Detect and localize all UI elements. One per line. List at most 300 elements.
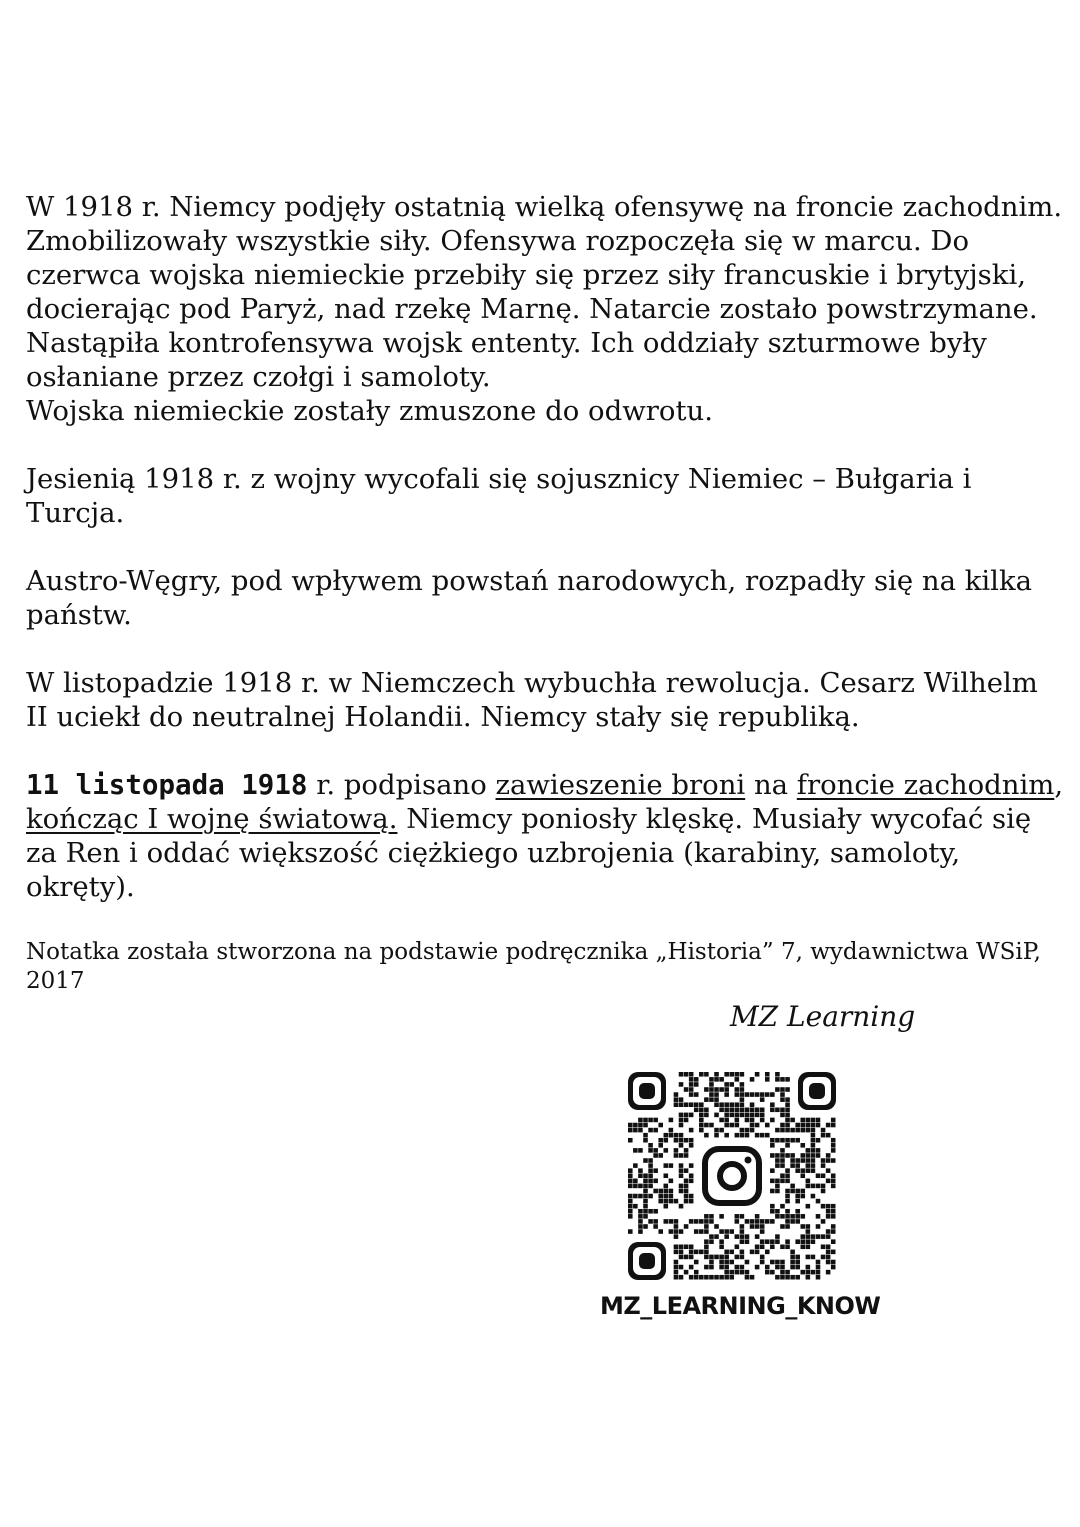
qr-module (785, 1179, 790, 1184)
qr-module (785, 1113, 790, 1118)
qr-module (790, 1184, 795, 1189)
qr-module (831, 1260, 836, 1265)
qr-module (679, 1113, 684, 1118)
qr-module (780, 1153, 785, 1158)
qr-module (674, 1224, 679, 1229)
qr-module (653, 1209, 658, 1214)
qr-module (724, 1229, 729, 1234)
qr-module (679, 1133, 684, 1138)
qr-module (689, 1082, 694, 1087)
qr-module (674, 1092, 679, 1097)
qr-module (745, 1113, 750, 1118)
qr-module (653, 1128, 658, 1133)
qr-module (684, 1138, 689, 1143)
qr-module (729, 1108, 734, 1113)
qr-module (816, 1123, 821, 1128)
qr-module (750, 1123, 755, 1128)
qr-module (745, 1128, 750, 1133)
qr-module (704, 1244, 709, 1249)
qr-module (740, 1265, 745, 1270)
qr-module (740, 1133, 745, 1138)
qr-module (669, 1194, 674, 1199)
qr-module (704, 1087, 709, 1092)
qr-module (714, 1224, 719, 1229)
qr-module (735, 1214, 740, 1219)
qr-module (653, 1168, 658, 1173)
qr-module (633, 1123, 638, 1128)
qr-module (653, 1179, 658, 1184)
qr-module (719, 1118, 724, 1123)
qr-module (795, 1209, 800, 1214)
qr-module (795, 1219, 800, 1224)
qr-module (765, 1077, 770, 1082)
qr-module (699, 1102, 704, 1107)
qr-module (628, 1173, 633, 1178)
qr-module (724, 1123, 729, 1128)
qr-module (709, 1234, 714, 1239)
qr-module (689, 1128, 694, 1133)
qr-module (724, 1072, 729, 1077)
qr-module (795, 1138, 800, 1143)
qr-module (664, 1148, 669, 1153)
qr-module (806, 1184, 811, 1189)
qr-module (679, 1189, 684, 1194)
qr-module (831, 1148, 836, 1153)
qr-module (760, 1239, 765, 1244)
qr-module (714, 1097, 719, 1102)
qr-module (750, 1128, 755, 1133)
qr-module (831, 1204, 836, 1209)
qr-module (780, 1270, 785, 1275)
qr-module (689, 1250, 694, 1255)
qr-module (664, 1173, 669, 1178)
qr-module (653, 1189, 658, 1194)
paragraph-allies: Jesienią 1918 r. z wojny wycofali się sojusznicy Niemiec – Bułgaria i Turcja. (26, 463, 972, 529)
qr-module (775, 1179, 780, 1184)
qr-module (704, 1097, 709, 1102)
qr-module (699, 1219, 704, 1224)
qr-module (664, 1194, 669, 1199)
qr-module (831, 1118, 836, 1123)
qr-module (795, 1275, 800, 1280)
qr-module (704, 1072, 709, 1077)
qr-module (684, 1148, 689, 1153)
note-body (26, 190, 1066, 938)
qr-module (689, 1265, 694, 1270)
qr-module (816, 1270, 821, 1275)
qr-module (729, 1102, 734, 1107)
qr-module (689, 1219, 694, 1224)
signature: MZ Learning (730, 1000, 916, 1033)
qr-module (740, 1229, 745, 1234)
qr-module (628, 1184, 633, 1189)
qr-module (735, 1087, 740, 1092)
qr-module (648, 1118, 653, 1123)
qr-module (826, 1255, 831, 1260)
qr-module (719, 1108, 724, 1113)
qr-module (745, 1275, 750, 1280)
qr-module (653, 1224, 658, 1229)
qr-module (719, 1275, 724, 1280)
qr-module (806, 1128, 811, 1133)
qr-module (679, 1265, 684, 1270)
qr-module (674, 1138, 679, 1143)
qr-module (785, 1123, 790, 1128)
qr-module (811, 1128, 816, 1133)
qr-module (806, 1168, 811, 1173)
qr-module (800, 1234, 805, 1239)
qr-module (770, 1189, 775, 1194)
qr-module (735, 1234, 740, 1239)
qr-module (684, 1087, 689, 1092)
qr-module (740, 1128, 745, 1133)
qr-module (699, 1113, 704, 1118)
qr-module (628, 1194, 633, 1199)
qr-module (826, 1158, 831, 1163)
qr-module (821, 1184, 826, 1189)
qr-module (811, 1143, 816, 1148)
qr-module (740, 1239, 745, 1244)
qr-module (664, 1199, 669, 1204)
qr-module (689, 1244, 694, 1249)
qr-module (800, 1244, 805, 1249)
qr-module (745, 1133, 750, 1138)
qr-module (643, 1118, 648, 1123)
qr-module (775, 1214, 780, 1219)
qr-module (704, 1123, 709, 1128)
qr-module (679, 1173, 684, 1178)
qr-module (785, 1077, 790, 1082)
qr-module (795, 1239, 800, 1244)
qr-module (780, 1163, 785, 1168)
qr-module (785, 1194, 790, 1199)
qr-module (816, 1224, 821, 1229)
qr-module (724, 1118, 729, 1123)
qr-module (648, 1173, 653, 1178)
qr-module (780, 1108, 785, 1113)
qr-module (745, 1234, 750, 1239)
qr-module (669, 1128, 674, 1133)
qr-module (770, 1260, 775, 1265)
qr-module (811, 1133, 816, 1138)
qr-module (790, 1214, 795, 1219)
qr-module (831, 1173, 836, 1178)
qr-module (729, 1250, 734, 1255)
qr-module (775, 1209, 780, 1214)
qr-module (755, 1250, 760, 1255)
qr-module (735, 1077, 740, 1082)
qr-module (780, 1204, 785, 1209)
qr-module (780, 1092, 785, 1097)
qr-module (694, 1108, 699, 1113)
qr-module (785, 1244, 790, 1249)
qr-code[interactable] (628, 1072, 836, 1280)
qr-module (775, 1138, 780, 1143)
qr-module (714, 1255, 719, 1260)
qr-module (826, 1153, 831, 1158)
qr-module (826, 1234, 831, 1239)
qr-module (816, 1153, 821, 1158)
qr-module (689, 1138, 694, 1143)
qr-module (658, 1229, 663, 1234)
qr-module (724, 1133, 729, 1138)
qr-module (704, 1275, 709, 1280)
qr-module (709, 1077, 714, 1082)
qr-module (704, 1108, 709, 1113)
qr-module (750, 1108, 755, 1113)
qr-module (679, 1072, 684, 1077)
qr-module (806, 1239, 811, 1244)
armistice-text-1: r. podpisano (307, 769, 496, 801)
qr-module (760, 1255, 765, 1260)
qr-module (780, 1087, 785, 1092)
qr-module (800, 1189, 805, 1194)
qr-module (750, 1113, 755, 1118)
qr-module (709, 1265, 714, 1270)
qr-module (745, 1270, 750, 1275)
qr-module (826, 1214, 831, 1219)
qr-module (806, 1244, 811, 1249)
source-note: Notatka została stworzona na podstawie podręcznika „Historia” 7, wydawnictwa WSiP, 2017 (26, 939, 1041, 994)
qr-module (729, 1229, 734, 1234)
qr-module (648, 1184, 653, 1189)
qr-module (679, 1250, 684, 1255)
qr-module (775, 1158, 780, 1163)
qr-module (719, 1102, 724, 1107)
qr-module (694, 1270, 699, 1275)
qr-module (709, 1087, 714, 1092)
qr-module (658, 1189, 663, 1194)
qr-module (643, 1204, 648, 1209)
qr-module (790, 1260, 795, 1265)
qr-module (780, 1158, 785, 1163)
qr-module (704, 1214, 709, 1219)
qr-module (648, 1194, 653, 1199)
qr-module (714, 1234, 719, 1239)
qr-module (800, 1123, 805, 1128)
qr-module (704, 1229, 709, 1234)
qr-module (699, 1275, 704, 1280)
qr-module (775, 1275, 780, 1280)
qr-module (780, 1077, 785, 1082)
qr-module (745, 1118, 750, 1123)
qr-module (628, 1128, 633, 1133)
qr-module (816, 1184, 821, 1189)
qr-module (800, 1128, 805, 1133)
qr-module (800, 1168, 805, 1173)
qr-module (633, 1148, 638, 1153)
qr-module (760, 1219, 765, 1224)
qr-module (729, 1072, 734, 1077)
qr-module (648, 1168, 653, 1173)
qr-module (684, 1113, 689, 1118)
qr-module (821, 1128, 826, 1133)
qr-module (689, 1163, 694, 1168)
qr-module (795, 1163, 800, 1168)
qr-module (694, 1219, 699, 1224)
qr-module (689, 1072, 694, 1077)
qr-module (740, 1097, 745, 1102)
paragraph-austria-hungary: Austro-Węgry, pod wpływem powstań narodowych, rozpadły się na kilka państw. (26, 565, 1033, 631)
qr-module (699, 1250, 704, 1255)
qr-module (679, 1229, 684, 1234)
qr-module (628, 1209, 633, 1214)
qr-module (770, 1168, 775, 1173)
qr-module (724, 1260, 729, 1265)
qr-module (821, 1255, 826, 1260)
qr-module (765, 1123, 770, 1128)
qr-module (770, 1204, 775, 1209)
qr-module (658, 1194, 663, 1199)
qr-module (684, 1189, 689, 1194)
qr-module (709, 1214, 714, 1219)
qr-module (780, 1173, 785, 1178)
qr-module (760, 1118, 765, 1123)
qr-module (724, 1087, 729, 1092)
qr-module (775, 1128, 780, 1133)
qr-module (780, 1260, 785, 1265)
qr-module (795, 1189, 800, 1194)
qr-module (806, 1158, 811, 1163)
qr-finder-top-left (628, 1072, 666, 1110)
qr-module (811, 1194, 816, 1199)
qr-module (714, 1072, 719, 1077)
qr-module (806, 1265, 811, 1270)
qr-module (780, 1097, 785, 1102)
qr-module (821, 1219, 826, 1224)
qr-module (674, 1250, 679, 1255)
qr-module (765, 1270, 770, 1275)
qr-module (694, 1102, 699, 1107)
qr-module (750, 1102, 755, 1107)
qr-module (689, 1255, 694, 1260)
qr-module (811, 1148, 816, 1153)
qr-module (633, 1163, 638, 1168)
qr-module (643, 1184, 648, 1189)
qr-module (648, 1219, 653, 1224)
qr-module (755, 1234, 760, 1239)
qr-module (684, 1244, 689, 1249)
qr-module (785, 1224, 790, 1229)
qr-module (704, 1255, 709, 1260)
qr-module (790, 1189, 795, 1194)
qr-module (800, 1214, 805, 1219)
qr-module (826, 1244, 831, 1249)
qr-module (638, 1168, 643, 1173)
qr-module (785, 1214, 790, 1219)
paragraph-offensive-text: W 1918 r. Niemcy podjęły ostatnią wielką ofensywę na froncie zachodnim. Zmobilizowały wszystkie siły. Ofensywa rozpoczęła się w marcu. Do czerwca wojska niemieckie przebiły się przez siły francuskie i brytyjski, docierając pod Paryż, nad rzekę Marnę. Natarcie zostało powstrzymane. Nastąpiła kontrofensywa wojsk ententy. Ich oddziały szturmowe były osłaniane przez czołgi i samoloty. (26, 191, 1063, 393)
qr-module (806, 1123, 811, 1128)
qr-module (735, 1270, 740, 1275)
qr-module (669, 1199, 674, 1204)
qr-module (633, 1128, 638, 1133)
qr-module (831, 1138, 836, 1143)
qr-module (765, 1092, 770, 1097)
qr-module (699, 1123, 704, 1128)
qr-module (800, 1239, 805, 1244)
qr-module (790, 1250, 795, 1255)
qr-module (775, 1153, 780, 1158)
qr-module (679, 1143, 684, 1148)
qr-module (633, 1204, 638, 1209)
qr-module (795, 1158, 800, 1163)
qr-module (658, 1143, 663, 1148)
qr-module (755, 1133, 760, 1138)
qr-module (740, 1255, 745, 1260)
qr-module (674, 1148, 679, 1153)
qr-module (785, 1239, 790, 1244)
qr-module (704, 1265, 709, 1270)
qr-module (689, 1143, 694, 1148)
qr-module (790, 1158, 795, 1163)
qr-module (638, 1229, 643, 1234)
qr-module (821, 1173, 826, 1178)
qr-module (785, 1143, 790, 1148)
qr-module (755, 1265, 760, 1270)
qr-module (674, 1153, 679, 1158)
qr-module (806, 1234, 811, 1239)
qr-module (674, 1234, 679, 1239)
qr-module (699, 1072, 704, 1077)
qr-module (760, 1092, 765, 1097)
qr-module (628, 1204, 633, 1209)
qr-module (679, 1163, 684, 1168)
qr-module (699, 1118, 704, 1123)
qr-module (770, 1270, 775, 1275)
qr-module (775, 1260, 780, 1265)
qr-module (689, 1194, 694, 1199)
qr-module (785, 1138, 790, 1143)
qr-module (684, 1199, 689, 1204)
qr-module (709, 1239, 714, 1244)
qr-module (724, 1255, 729, 1260)
qr-module (760, 1113, 765, 1118)
qr-module (653, 1118, 658, 1123)
qr-module (821, 1133, 826, 1138)
paragraph-retreat-text: Wojska niemieckie zostały zmuszone do odwrotu. (26, 395, 713, 427)
qr-module (694, 1250, 699, 1255)
qr-module (760, 1108, 765, 1113)
qr-module (714, 1275, 719, 1280)
qr-module (770, 1209, 775, 1214)
qr-module (679, 1275, 684, 1280)
qr-module (664, 1204, 669, 1209)
qr-module (755, 1244, 760, 1249)
qr-module (790, 1153, 795, 1158)
qr-module (709, 1092, 714, 1097)
qr-module (775, 1184, 780, 1189)
qr-module (658, 1138, 663, 1143)
qr-module (724, 1265, 729, 1270)
qr-module (709, 1275, 714, 1280)
qr-module (643, 1189, 648, 1194)
qr-module (826, 1260, 831, 1265)
qr-module (714, 1128, 719, 1133)
qr-module (790, 1138, 795, 1143)
qr-module (765, 1219, 770, 1224)
qr-module (775, 1077, 780, 1082)
qr-module (735, 1123, 740, 1128)
qr-module (628, 1229, 633, 1234)
qr-module (740, 1092, 745, 1097)
qr-module (719, 1244, 724, 1249)
qr-module (795, 1128, 800, 1133)
qr-module (785, 1219, 790, 1224)
qr-module (765, 1250, 770, 1255)
qr-module (800, 1194, 805, 1199)
qr-module (674, 1097, 679, 1102)
qr-module (811, 1163, 816, 1168)
